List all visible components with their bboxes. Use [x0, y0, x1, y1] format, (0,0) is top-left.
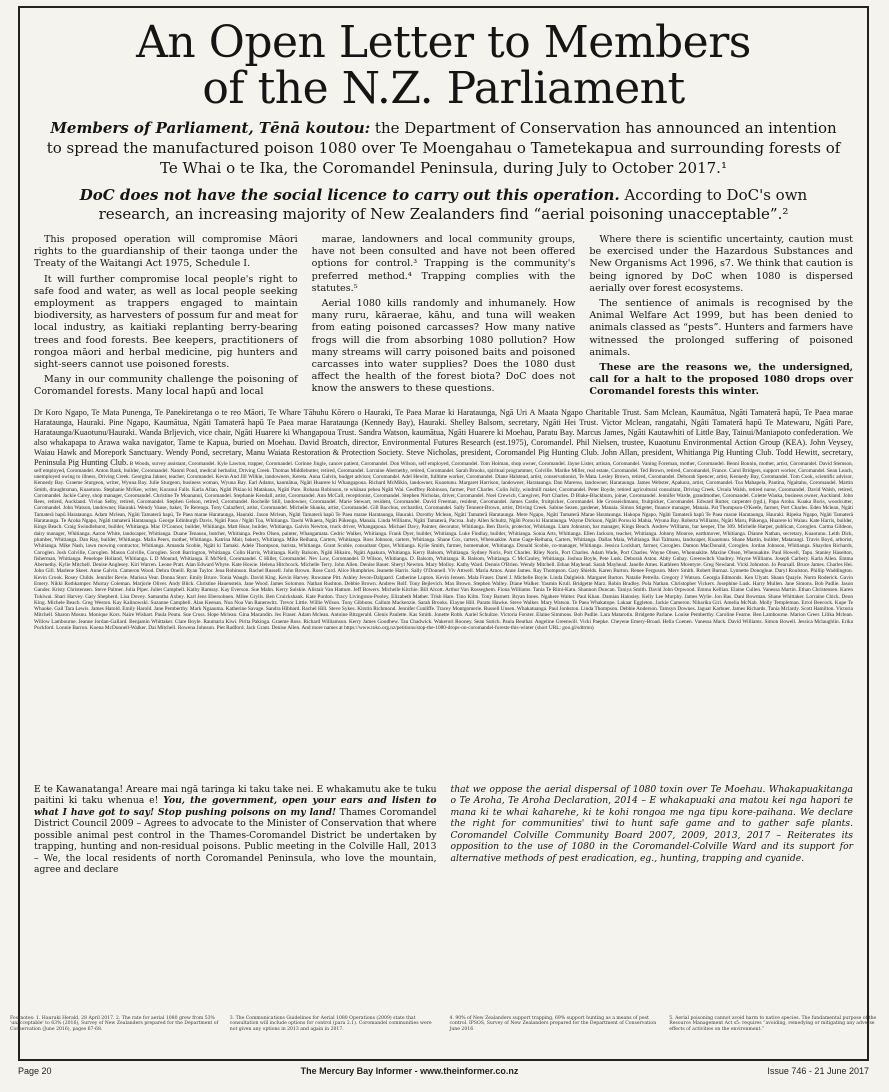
signatories-lead: Dr Koro Ngapo, Te Mata Punenga, Te Panekiretanga o te reo Māori, Te Whare Tāhuhu Kōrero o Hauraki, Te Paea Marae ki Harataunga, Ngā Uri A Maata Ngapo Charitable Trust. Sam Mclean, Kaumātua, Ngāti Tamaterā hapū, Te Paea marae Harataunga, Hauraki. Pine Ngapo, Kaumātua, Ngāti Tamaterā hapū Te Paea marae Harataunga (Kennedy Bay), Hauraki. Shelley Balsom, secretary, Ngāti Hei Trust. Victor Mclean, rangatahi, Ngāti Tamaterā hapū Te Matewaru, Ngāti Pare, Harataunga/Kuaotunu/Hauraki. Wanda Brljevich, vice chair, Ngāti Huarere ki Whangapoua Trust. Sandra Watson, kaumātua, Ngāti Huarere ki Moehau, Paratu Bay. Marcus James, Ngāti Kautawhiti of Little Bay, Tainui/Maniapoto confederation. We also whakapapa to Arawa waka navigator, Tame te Kapua, buried on Moehau. David Broatch, director, Environmental Futures Research (est.1975), Coromandel. Phil Nielsen, trustee, Kuaotunu Environmental Action Group (KEA). John Veysey, Waiau Hawk and Morepork Sanctuary. Wendy Pond, secretary, Manu Waiata Restoration & Protection Society. Steve Nicholas, president, Coromandel Pig Hunting Club. John Allan, president, Whitianga Pig Hunting Club. Todd Hewitt, secretary, Peninsula Pig Hunting Club. [34, 407, 853, 467]
paragraph: This proposed operation will compromise Māori rights to the guardianship of their taonga under the Treaty of the Waitangi Act 1975, Schedule I. [34, 234, 298, 270]
footnote: 5. Aerial poisoning cannot avoid harm to native species. The fundamental purpose of the Resource Management Act s5: requires “avoiding, remedying or mitigating any adverse effects of activities on the environment.” [669, 1016, 877, 1032]
headline-line-2: of the N.Z. Parliament [202, 63, 685, 114]
social-licence-statement [46, 186, 841, 224]
headline [26, 17, 861, 114]
paragraph: Where there is scientific uncertainty, caution must be exercised under the Hazardous Substances and New Organisms Act 1996, s7. We think that caution is being ignored by DoC when 1080 is dispersed aerially over forest ecosystems. [589, 234, 854, 294]
closing-council: Thames Coromandel District Council 2009 – Agrees to advocate to the Minister of Conservation that where possible animal pest control in the Thames-Coromandel District be undertaken by trapping, hunting and non-residual poisons. Public meeting in the Colville Hall, 2013 – We, the local residents of north Coromandel Peninsula, who love the mountain, agree and declare [34, 806, 437, 876]
paragraph: Aerial 1080 kills randomly and inhumanely. How many ruru, kāraerae, kāhu, and tuna will weaken from eating poisoned carcasses? How many native frogs will die from absorbing 1080 pollution? How many streams will carry poisoned baits and poisoned carcasses into water supplies? Does the 1080 dust affect the health of the forest biota? DoC does not know the answers to these questions. [311, 298, 576, 395]
closing-translation: You, the government, open your ears and listen to what I have got to say! Stop pushing poisons on my land! [34, 795, 437, 818]
issue-date: Issue 746 - 21 June 2017 [767, 1066, 869, 1076]
closing-declaration: that we oppose the aerial dispersal of 1080 toxin over Te Moehau. Whakapuakitanga o Te Aroha, Te Aroha Declaration, 2014 – E whakapuaki ana matou kei nga hapori te mana ki te whai kaharehe, ki te kohi rongoa me nga tipu kore-paihana. We declare the right for communities' tiwi to hunt safe game and to gather safe plants. Coromandel Colville Community Board 2007, 2009, 2013, 2017 – Reiterates its opposition to the use of 1080 in the Coromandel-Colville Ward and its support for alternative methods of pest eradication, eg., hunting, trapping and cyanide. [450, 783, 853, 864]
body-column-3 [589, 234, 853, 402]
closing-left [34, 784, 437, 876]
open-letter-advert [18, 6, 869, 1061]
publication-name: The Mercury Bay Informer - www.theinformer.co.nz [300, 1066, 519, 1076]
page-number: Page 20 [18, 1066, 52, 1076]
social-licence-lead: DoC does not have the social licence to carry out this operation. [79, 186, 620, 204]
page-footer [18, 1066, 869, 1076]
intro-paragraph [42, 118, 845, 178]
body-column-1 [34, 234, 298, 402]
paragraph: The sentience of animals is recognised by the Animal Welfare Act 1999, but has been denied to animals classed as “pests”. Hunters and farmers have witnessed the prolonged suffering of poisoned animals. [589, 298, 854, 358]
closing-maori: E te Kawanatanga! Areare mai ngā taringa ki taku take nei. E whakamutu ake te tuku paitini ki taku whenua e! [34, 783, 437, 807]
intro-text: the Department of Conservation has announced an intention to spread the manufactured poison 1080 over Te Moengahau o Tametekapua and surrounding forests of Te Whai o te Ika, the Coromandel Peninsula, during July to October 2017.¹ [46, 119, 841, 177]
paragraph: It will further compromise local people's right to safe food and water, as well as local people seeking employment as trappers engaged to maintain biodiversity, as harvesters of possum fur and meat for local industry, as kaitiaki replanting berry-bearing trees and food forests. Bee keepers, practitioners of rongoa māori and herbal medicine, pig hunters and sight-seers cannot use poisoned forests. [34, 273, 298, 371]
signatories-rest: B Woods, survey assistant, Coromandel. Kyle Lawton, trapper, Coromandel. Corinne Jingle, cancer patient, Coromandel. Don Wilson, self employed, Coromandel. Tom Holman, shop owner, Coromandel. Jayne Lister, artisan, Coromandel. Vaning Foreman, mother, Coromandel. Benni Bonnin, mother, artist, Coromandel. David Stemson, self employed, Coromandel. Anton Bank, builder, Coromandel. Naomi Pond, medical herbalist, Driving Creek. Thomas Middlebutter, retired, Coromandel. Lorraine Abernethy, retired, Coromandel. Sarah Brooks, spiritual programmer, Colville. Marike Miller, real estate, Coromandel. Ted Brown, retired, Coromandel, France. Carol Bridgers, support worker, Coromandel. Sean Leach, unemployed owing to illness, Driving Creek. Georgina Jahner, teacher, Coromandel. Kevin And Jill Wilkie, landowners, Kereta. Anna Galvin, budget advisor, Coromandel. Adel Hewitt, fulltime worker, Coromandel. Diane Halstead, artist, conservationist, Te Mata. Lesley Brown, retired, Coromandel. Deborah Spencer, artist, Kennedy Bay, Coromandel. Tom Cook, scientific advisor, Kennedy Bay. Graeme Sturgeon, writer, Wyuna Bay. Julie Sturgeon, business woman, Wyuna Bay. Earl Adams, kaumātua, Ngāti Huarere ki Whangapoua. Richard McMikin, landowner, Kuaotunu. Margaret Harrison, landowner, Harataunga. Dan Marerea, landowner, Harataunga. James Webster, Apakura, artist, Coromandel. Toa Mahapela, Pautina, Ngaitahu, Coromandel. Martin Smith, draughtsman, Kuaotunu. Stephanie McKee, writer, Kuranui Falls. Karla Allan, Ngāti Pikiao ki Matakana, Ngāti Pare. Rohana Robinson, te whānau pehea Ngāti Wai. Geoffrey Robinson, farmer, Port Charles. Colin Jolly, windmill maker, Coromandel. Peter Boyde, retired agricultural consultant, Driving Creek. Ursula Walsh, retired nurse, Coromandel. David Walsh, retired, Coromandel. Jackie Carey, shop manager, Coromandel. Christine Te Moananui, Coromandel. Stephanie Kendall, artist, Coromandel. Ann McCall, receptionist, Coromandel. Stephen Nicholas, driver, Coromandel. Noel Crewich, Caregiver, Port Charles. D Blake-Blackburn, joiner, Coromandel. Jennifer Warde, grandmother, Coromandel. Colette Wauka, business owner, Auckland. John Rees, retired, Auckland. Vivian Selby, retired, Coromandel. Stephen Gelson, retired, Coromandel. Rochelle Still, landowner, Coromandel. Marie Stewart, resident, Coromandel. David Freeman, resident, Coromandel. James Castle, fruitpicker, Coromandel. Ide Grosseichmann, fruitpicker, Coromandel. Edward Rutter, carpenter (rgd.), Papa Aroha. Kuaka Boris, woodcutter, Coromandel. John Watson, landowner, Hauraki. Wendy Vause, baker, Te Rerenga. Tony Calazferri, artist, Coromandel. Michelle Shanks, artist, Coromandel. Gill Bacchus, orchardist, Coromandel. Sally Tennent-Brown, artist, Driving Creek. Sabine Sezen, gardener, Manaia. Simon Stigeter, finance manager, Manaia. Pat Thompson-O'Keefe, farmer, Port Charles. Eden Mclean, Ngāti Tamaterā hapū Harataunga. Adam Mclean, Ngāti Tamaterā hapū, Te Paea marae Harataunga, Hauraki. Jason Mclean, Ngāti Tamaterā hapū Te Paea marae Harataunga, Hauraki. Dorothy Mclean, Ngāti Tamaterā Harataunga. Mere Ngapo, Ngāti Tamaterā Marae Harataunga. Hakopa Ngapo, Ngāti Tamaterā hapū Te Paea marae Harataunga, Hauraki. Ripeka Ngapo, Ngāti Tamaterā Harataunga. Te Aroha Ngapo, Ngāti tamaterā Harataunga. George Edinburgh Davis, Ngāti Paoa / Ngāti Toa, Whitianga. Tawhi Wikaera, Ngāti Pūkenga, Manaia. Linda Williams, Ngāti Tamaterā, Pacroa. Judy Allen Schultz, Ngāti Porou ki Harataunga. Wayne Dickson, Ngāti Porou ki Mahia, Wyuna Bay. Roberta Williams, Ngāti Maru, Pūkenga, Huarere ki Waiau. Kate Harris, builder, Kings Beach. Craig Swindlehurst, builder, Whitianga. Mac O'Connor, builder, Whitianga. Matt Hoar, builder, Whitianga. Galvin Newton, truck driver, Whangapoua. Michael Davy, Painter, decorator, Whitianga. Ben Davis, protector, Whitianga. Liam Johnston, bar manager, Kings Beach. Andrew Williams, bar keeper, The 309. Michelle Harper, publican, Coroglen. Carma Gildeon, dairy manager, Whitianga. Aaron White, landscaper, Whitianga. Duane Tenausu, butcher, Whitianga. Pedro Olsen, painter, Whangamata. Cedric Walker, Whitianga. Frank Dyer, builder, Whitianga. Luke Findlay, builder, Whitianga. Sonia Arts, Whitianga. Ellen Jackson, teacher, Whitianga. Johnny Monroe, earthmover, Whitianga. Dianne Nathan, secretary, Kuaotunu. Leith Dick, plumber, Whitianga. Dan Ray, builder, Whitianga. Malia Peers, mother, Whitianga. Katrina Mair, bakery, Whitianga. Mike Reihana, Carters, Whitianga. Ross Johnson, carters, Whitianga. Shane Cox, carters, Whenuakite. Anne Gage-Reihana, Carters, Whitianga. Dallas Maia, Whitianga. Roi Talmanu, landscaper, Kuaotunu. Shane Martin, builder, Matarangi. Travis Boyd, arborist, Whitianga. Mike Nash, lawn mowing contractor, Whitianga. Amanda Scobie, Ngāti ki Tamaki. Adele Thompson, barista, Whitianga. Grant Scobie, consultant Opus, Whitianga. Kylie Smith, farmer, homemaker, Whitianga. Donald Scobie, co-manager, Whitianga. Jessica Lockhart, farmer, Coroglen. Damon MacDonald, Coroglen. Jordan Johnson, Whitianga. Shaydon Richards, Coroglen. Josh Colville, Coroglen. Mason Colville, Coroglen. Scott Barrington, Whitianga. Colin Harris, Whitianga. Kelly Balsom, Ngāti Hikairo, Ngāti Apakura, Whitianga. Kerry Balsom, Whitianga. Sydney Noris, Port Charles. Riley Noris, Port Charles. Adam Wade, Port Charles. Wayne Olsen, Whenuakite. Maxine Olsen, Whenuakite. Paul Howell, Tapu. Stanley Haselton, fisherman, Whitianga. Penelope Holland, Whitianga. L D Mourad, Whitianga. E McNeil, Coromandel. C Hiller, Coromandel. Nev Low, Coromandel. D Wilson, Whitianga. D. Balsom, Whitianga. R. Balsom, Whitianga. C McCauley, Whitianga. Joshua Boyle, Pete Lusk. Deborah Aston. Abby Gubay. Greenwitch Vaudrey. Wayne Williams. Joseph Carbery. Karla Allen. Emma Abernethy. Kylie Mitchell. Denise Anglesey. Kiri Warren. Leone Pratt. Alan Edward Whyte. Kate Howie. Helena Hitchcock. Michelle Terry. John Allen. Denise Bauer. Sheryl Newton. Mary Molloy. Kathy Ward. Dennis O'Brien. Wendy Mitchell. Ethan Mayhead. Sarah Mayhead. Janelle Ames. Kathleen Mcentyre. Greg Newland. Vicki Johnston. Jo Pearsall. Bruce James. Charles Hei. John Gill. Marlene Skeet. Anne Galvin. Cameron Wood. Debra Oneill. Ryan Taylor. Jena Robinson. Rachel Russell. John Brown. Rose Curd. Alice Humphries. Jeanette Harris. Sally O'Donnell. Viv Attwell. Maria Amos. Anne James. Ray Thompson. Gary Shields. Karen Burton. Renee Ferguson. Merv Smith. Robert Burnaz. Lynnette Donoghue. Daryl Roulston. Phillip Waddington. Kevin Crook. Rosey Childs. Jennifer Revie. Marissa Vear. Donna Storr. Emily Bruce. Tonia Waugh. David King. Kevin Harvey. Rowanne Pitt. Ashley Jevon-Dalgaard. Catherine Lupton. Kevin Jensen. Mala Fraser. Darel J. Michelle Boyle. Linda Dalgleish. Margaret Burton. Natalie Petrella. Gregory J Watson. Georgia Edmonds. Ken Ulyatt. Shaun Quayle. Norm Roderick. Gavin Emery. Nikki Rothkamper. Murray Coleman. Marjorie Oliver. Andy Blick. Christine Hauenstein. Jane Wood. James Solomon. Nathan Rushton. Debbie Brown. Andrew Rolf. Tony Bejlevich. Max Brown. Stephen Walley. Diane Walker. Yasmin Krull. Bridgette Marz. Robin Bradley. Pola Nathan. Christopher Vickers. Josephine Lusk. Harry Mullen. Jane Simons. Bob Padlie. Jason Gander. Kristy Christensen. Steve Palmer. Julia Piper. Juliet Campbell. Kathy Ramsay. Kay Everson. Sue Mahn. Kerry Sulskie. Alistair Van Hattum. Jeff Bowers. Michelle Kitchie. Bill Alcott. Arthur Van Rosseghem. Fiona Williams. Tania Te Riini-Katu. Shannon Duncan. Taniya Smith. David John Orpwood. Emma Kellian. Elaine Cullen. Vanessa Martin. Ethan Christensen. Karen Tukiwai. Shari Harvey. Gary Shepherd. Lisa Dovey. Samantha Axbey. Karl Jens Ebersohnen. Milee Grylls. Ben Cruickshank. Kate Purdon. Tracy Livingston-Pooley. Elizabeth Mather. Trish Hare. Tino Kiltn. Tony Barnett. Bryan Innes. Ngahere Walter. Paul Khan. Damian Hainsley. Kelly Lee Murphy. James Wylie. Jon Bas. Dani Bowman. Shane Whittaker. Lorraine Chick. Deon King. Michele Beach. Greg Weston. Kay Kalinowski. Suzanne Campbell. Alan Keenan. Noa Noa Van Ranenwitz. Trevor Little. Willie Wilson. Tony Gibbons. Callum Mackenzie. Sarah Brooks. Elayne Hill. Paratu Hawke. Steve Walker. Mary Watson. Te Paea Whakatope. Lakaar Eggleton. Jackie Cameron. Niharika Giri. Amelia McNab. Molly Templeman. Errol Beecock. Kupe Te Whaoke. Gail Tara Lewis. James Hatold. Emily Harold. Jane Pemberthy. Mark Ngaauma. Katherine Savage. Sandra Hibbard. Rachel Hill. Steve Sykes. Kirstin Richmond. Jennifer Cunliffe. Tracey Montgomerie. Russell Unsen. Whakatuanga. Paul Jonhston. Linda Thompson. Debbie Anderson. Tamsyn Downes. Jaguar Karbuer. James Richards. Tania Mclardy. Scott Hamilton. Victoria Mitchell. Sharon Mosnu. Monique Kors. Naire Wishart. Paula Poutu. Sue Cross. Hope Mclean. Gina Macandin. Jes Fraser. Adam Mclean. Antoine Bitzgerald. Glenis Paulette. Kas Smith. Jonette Robb. Aariel Schultze. Victoria Forster. Elaine Simmons. Bob Padlie. Lara Matarotin. Bridgette Parlane. Louise Pemberthy. Caroline Fearne. Ben Lambourne. Marion Greer. Lilika Mclean. Willow Lambourne. Jeanne Jordan-Gallard. Benjamin Whittaker. Clare Boyle. Raumaria Kiwi. Pirita Pakinga. Graeme Ross. Richard Williamson. Kerry James Goodhew. Tau Chadwick. Wakerori Rooney. Sean Sutich. Paula Beuthar. Angeline Greenwill. Vicki Paepke. Cheyene Emery-Broad. Hella Coenen. Vanessa Mack. David Williams. Simon Bowell. Jessica Mclaughlin. Erika Puckford. Lonnie Barron. Koena McDonnell-Walker. Dai Mitchell. Rowena Johnson. Piet Radford. Jack Grant. Denise Allen. And more names at https://www.toko.org.nz/petitions/stop-the-1080-drops-on-coromandel-forests-this-winter (short URL: goo.gl/sdtrmu) [34, 460, 853, 632]
social-licence-text: According to DoC's own research, an increasing majority of New Zealanders find “aerial poisoning unacceptable”.² [98, 186, 808, 223]
footnotes [10, 1016, 879, 1032]
intro-lead: Members of Parliament, Tēnā koutou: [50, 119, 371, 137]
body-column-2 [312, 234, 576, 402]
paragraph: Many in our community challenge the poisoning of Coromandel forests. Many local hapū and local [34, 374, 298, 398]
footnote: Footnotes: 1. Hauraki Herald, 28 April 2017. 2. The rate for aerial 1080 grew from 53% 'unacceptable' to 63% (2016), Survey of New Zealanders prepared for the Department of Conservation (June 2016), pages 67-68. [10, 1016, 219, 1032]
signatories-list [34, 408, 853, 778]
closing-statements [34, 784, 853, 876]
paragraph: marae, landowners and local community groups, have not been consulted and have not been offered options for control.³ Trapping is the community's preferred method.⁴ Trapping complies with the statutes.⁵ [311, 234, 576, 294]
body-columns [34, 234, 853, 402]
headline-line-1: An Open Letter to Members [136, 17, 751, 68]
footnote: 3. The Communications Guidelines for Aerial 1080 Operations (2009) state that consultation will include options for control (para 2.1). Coromandel communities were not given any options in 2013 and again in 2017. [229, 1016, 432, 1032]
call-to-halt: These are the reasons we, the undersigned, call for a halt to the proposed 1080 drops over Coromandel forests this winter. [589, 362, 854, 398]
footnote: 4. 90% of New Zealanders support trapping, 69% support hunting as a means of pest control. IPSOS, Survey of New Zealanders prepared for the Department of Conservation June 2016 [449, 1016, 657, 1032]
closing-right [451, 784, 854, 876]
